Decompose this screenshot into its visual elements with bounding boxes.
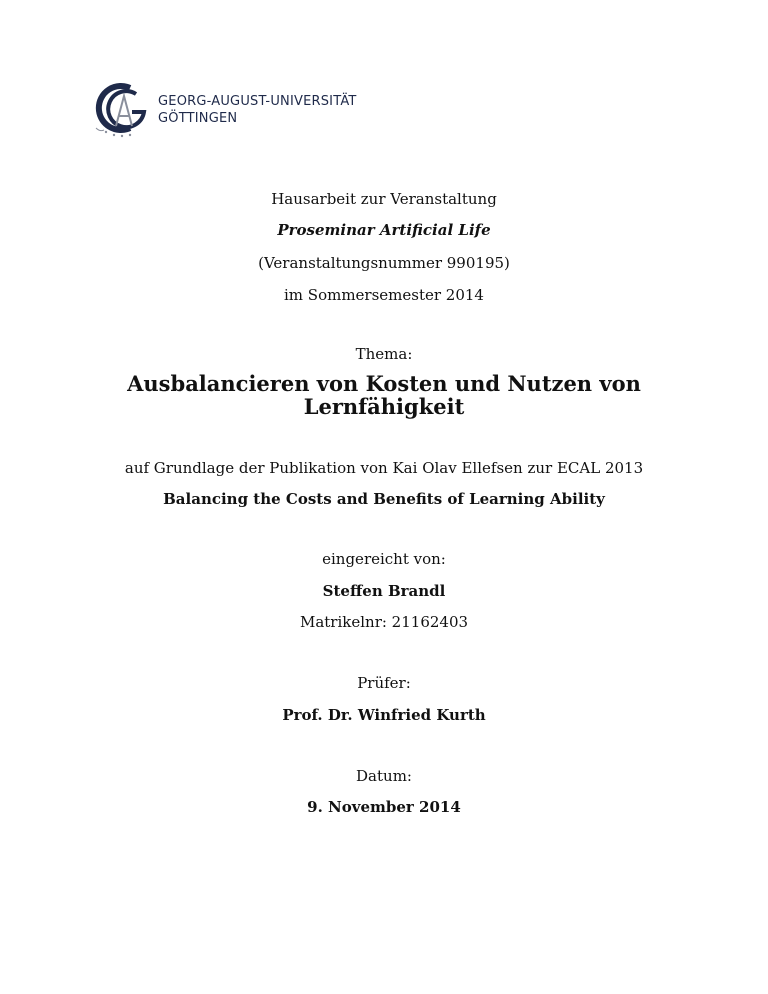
university-name <box>158 93 357 127</box>
examiner-label: Prüfer: <box>357 674 411 692</box>
topic-title-line2: Lernfähigkeit <box>303 394 465 419</box>
document-type: Hausarbeit zur Veranstaltung <box>271 190 497 208</box>
university-logo <box>92 82 357 138</box>
course-name: Proseminar Artificial Life <box>277 221 491 239</box>
course-number: (Veranstaltungsnummer 990195) <box>258 254 510 272</box>
university-seal-icon <box>92 82 156 138</box>
author-name: Steffen Brandl <box>322 582 446 600</box>
publication-basis: auf Grundlage der Publikation von Kai Olav Ellefsen zur ECAL 2013 <box>124 459 644 477</box>
topic-label: Thema: <box>355 345 413 363</box>
semester: im Sommersemester 2014 <box>284 286 484 304</box>
topic-title <box>0 372 768 418</box>
university-name-line1: GEORG-AUGUST-UNIVERSITÄT <box>158 94 357 109</box>
publication-title: Balancing the Costs and Benefits of Learning Ability <box>163 490 605 508</box>
matriculation-number: Matrikelnr: 21162403 <box>299 613 469 631</box>
examiner-name: Prof. Dr. Winfried Kurth <box>282 706 486 724</box>
author-label: eingereicht von: <box>322 550 446 568</box>
date-label: Datum: <box>356 767 412 785</box>
date-value: 9. November 2014 <box>307 798 461 816</box>
topic-title-line1: Ausbalancieren von Kosten und Nutzen von <box>127 371 641 396</box>
university-name-line2: GÖTTINGEN <box>158 111 238 126</box>
